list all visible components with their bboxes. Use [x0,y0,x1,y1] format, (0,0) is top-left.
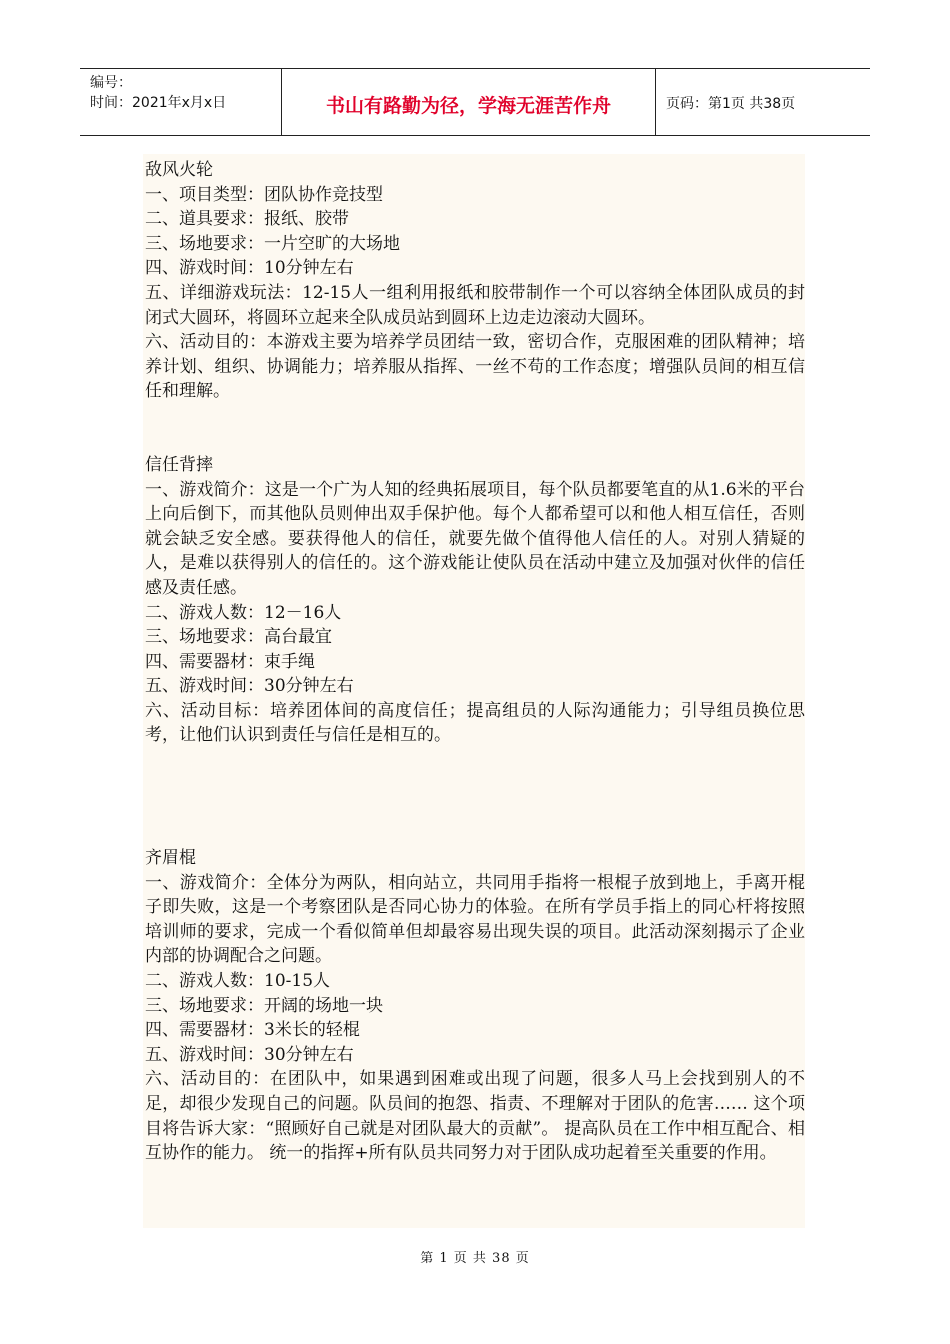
section-line: 六、活动目标：培养团体间的高度信任；提高组员的人际沟通能力；引导组员换位思考，让他们认识到责任与信任是相互的。 [145,700,805,746]
section-line: 二、道具要求：报纸、胶带 [145,209,349,230]
document-date: 时间：2021年x月x日 [90,95,227,111]
section-spacer [145,404,805,453]
document-number-label: 编号： [90,75,132,91]
section-trust-fall [145,453,805,748]
section-line: 三、场地要求：高台最宜 [145,627,332,648]
section-line: 五、游戏时间：30分钟左右 [145,676,354,697]
section-title: 齐眉棍 [145,848,196,869]
section-line: 一、游戏简介：全体分为两队，相向站立，共同用手指将一根棍子放到地上，手离开棍子即失败，这是一个考察团队是否同心协力的体验。在所有学员手指上的同心杆将按照培训师的要求，完成一个看似简单但却最容易出现失误的项目。此活动深刻揭示了企业内部的协调配合之问题。 [145,872,805,967]
header-info-cell [80,69,282,135]
section-line: 二、游戏人数：12－16人 [145,602,342,623]
section-line: 一、项目类型：团队协作竞技型 [145,184,383,205]
document-body [143,154,805,1228]
section-spacer [145,748,805,846]
section-title: 敌风火轮 [145,160,213,180]
section-line: 四、游戏时间：10分钟左右 [145,258,354,279]
section-fenghuolun [145,158,805,404]
page-footer: 第 1 页 共 38 页 [420,1251,530,1266]
section-line: 三、场地要求：一片空旷的大场地 [145,233,400,254]
header-motto: 书山有路勤为径，学海无涯苦作舟 [282,69,656,135]
section-line: 五、游戏时间：30分钟左右 [145,1044,354,1065]
page-header [80,68,870,136]
section-title: 信任背摔 [145,454,213,475]
section-helium-stick [145,846,805,1166]
section-line: 四、需要器材：3米长的轻棍 [145,1020,360,1041]
section-line: 六、活动目的：在团队中，如果遇到困难或出现了问题，很多人马上会找到别人的不足，却很少发现自己的问题。队员间的抱怨、指责、不理解对于团队的危害…… 这个项目将告诉大家：“照顾好自己就是对团队最大的贡献”。 提高队员在工作中相互配合、相互协作的能力。 统一的指挥+所有队员共同努力对于团队成功起着至关重要的作用。 [145,1069,805,1164]
section-line: 五、详细游戏玩法：12-15人一组利用报纸和胶带制作一个可以容纳全体团队成员的封闭式大圆环，将圆环立起来全队成员站到圆环上边走边滚动大圆环。 [145,282,805,328]
section-line: 四、需要器材：束手绳 [145,651,315,672]
section-line: 一、游戏简介：这是一个广为人知的经典拓展项目，每个队员都要笔直的从1.6米的平台上向后倒下，而其他队员则伸出双手保护他。每个人都希望可以和他人相互信任，否则就会缺乏安全感。要获得他人的信任，就要先做个值得他人信任的人。对别人猜疑的人，是难以获得别人的信任的。这个游戏能让使队员在活动中建立及加强对伙伴的信任感及责任感。 [145,479,805,598]
section-line: 六、活动目的：本游戏主要为培养学员团结一致，密切合作，克服困难的团队精神；培养计划、组织、协调能力；培养服从指挥、一丝不苟的工作态度；增强队员间的相互信任和理解。 [145,332,805,402]
header-page-info: 页码：第1页 共38页 [666,96,796,112]
section-line: 三、场地要求：开阔的场地一块 [145,995,383,1016]
section-line: 二、游戏人数：10-15人 [145,971,331,992]
